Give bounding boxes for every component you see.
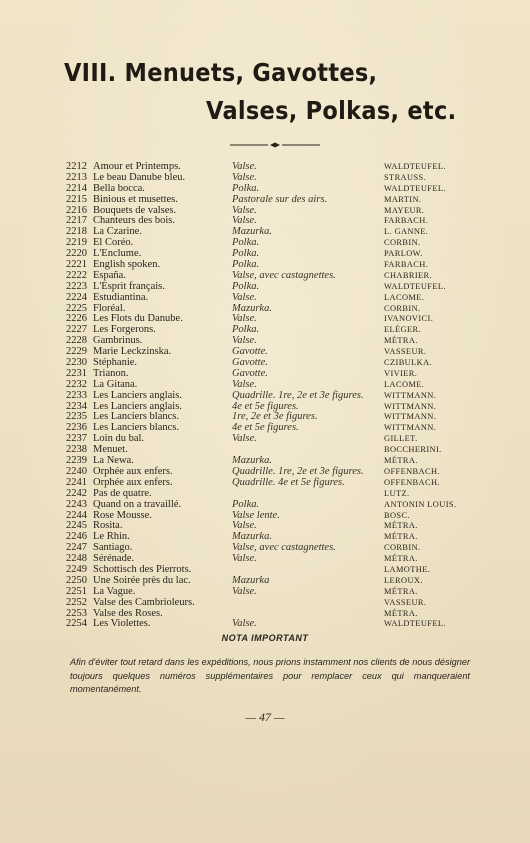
entry-title: La Newa. xyxy=(93,455,134,467)
entry-composer: MÉTRA. xyxy=(384,456,418,466)
entry-composer: OFFENBACH. xyxy=(384,477,440,487)
entry-number: 2244 xyxy=(66,509,87,521)
entry-composer: LUTZ. xyxy=(384,488,410,498)
entry-genre: Polka. xyxy=(232,259,260,271)
entry-genre: Valse. xyxy=(232,378,257,390)
entry-genre: Valse. xyxy=(232,618,257,630)
entry-composer: ELÉGER. xyxy=(384,325,421,335)
entry-genre: Mazurka. xyxy=(232,226,272,238)
entry-number: 2229 xyxy=(66,346,87,358)
entry-composer: MÉTRA. xyxy=(384,586,418,596)
entry-composer: LEROUX. xyxy=(384,575,423,585)
entry-composer: BOCCHERINI. xyxy=(384,445,442,455)
entry-number: 2235 xyxy=(66,411,87,423)
entry-number: 2253 xyxy=(66,607,87,619)
entry-title: Santiago. xyxy=(93,542,133,554)
title-ornament-divider xyxy=(230,141,320,149)
entry-number: 2225 xyxy=(66,302,87,314)
entry-title: Gambrinus. xyxy=(93,335,143,347)
entry-title: Trianon. xyxy=(93,367,129,379)
entry-title: Orphée aux enfers. xyxy=(93,476,173,488)
entry-composer: STRAUSS. xyxy=(384,172,427,182)
entry-number: 2237 xyxy=(66,433,87,445)
page-number: — 47 — xyxy=(245,710,285,724)
entry-number: 2247 xyxy=(66,542,87,554)
catalog-entry xyxy=(66,293,466,304)
entry-title: Rosita. xyxy=(93,520,123,532)
entry-genre: Valse, avec castagnettes. xyxy=(232,269,336,281)
catalog-entry xyxy=(66,511,466,522)
entry-number: 2241 xyxy=(66,476,87,488)
entry-genre: Valse. xyxy=(232,204,257,216)
section-title-line-1: VIII. Menuets, Gavottes, xyxy=(64,58,378,87)
entry-title: Les Lanciers blancs. xyxy=(93,422,180,434)
entry-title: English spoken. xyxy=(93,259,161,271)
entry-number: 2216 xyxy=(66,204,87,216)
entry-composer: CORBIN. xyxy=(384,303,421,313)
entry-genre: Mazurka xyxy=(232,574,270,586)
entry-number: 2246 xyxy=(66,531,87,543)
entry-composer: LACOME. xyxy=(384,379,425,389)
entry-title: Marie Leckzinska. xyxy=(93,346,172,358)
entry-title: Pas de quatre. xyxy=(93,487,152,499)
entry-number: 2222 xyxy=(66,269,87,281)
entry-genre: Valse. xyxy=(232,215,257,227)
entry-genre: Valse, avec castagnettes. xyxy=(232,542,336,554)
entry-genre: Valse. xyxy=(232,291,257,303)
entry-title: El Coréo. xyxy=(93,237,134,249)
entry-number: 2240 xyxy=(66,465,87,477)
entry-composer: MAYEUR. xyxy=(384,205,425,215)
entry-genre: Valse. xyxy=(232,161,257,172)
entry-genre: 4e et 5e figures. xyxy=(232,400,299,412)
entry-number: 2217 xyxy=(66,215,87,227)
entry-title: Les Flots du Danube. xyxy=(93,313,183,325)
entry-title: Quand on a travaillé. xyxy=(93,498,182,510)
entry-genre: Quadrille. 1re, 2e et 3e figures. xyxy=(232,465,364,477)
entry-composer: LAMOTHE. xyxy=(384,564,431,574)
entry-title: Rose Mousse. xyxy=(93,509,152,521)
section-title-line-2: Valses, Polkas, etc. xyxy=(206,96,457,125)
entry-number: 2228 xyxy=(66,335,87,347)
entry-composer: WITTMANN. xyxy=(384,390,437,400)
entry-title: Valse des Roses. xyxy=(93,607,163,619)
entry-genre: Valse. xyxy=(232,553,257,565)
entry-number: 2215 xyxy=(66,193,87,205)
entry-number: 2252 xyxy=(66,596,87,608)
entry-genre: Polka. xyxy=(232,248,260,260)
entry-composer: WITTMANN. xyxy=(384,423,437,433)
entry-number: 2226 xyxy=(66,313,87,325)
catalog-entry-list xyxy=(66,162,466,630)
entry-genre: Polka. xyxy=(232,237,260,249)
entry-title: La Vague. xyxy=(93,585,136,597)
entry-number: 2249 xyxy=(66,563,87,575)
entry-genre: Valse. xyxy=(232,313,257,325)
entry-number: 2218 xyxy=(66,226,87,238)
entry-number: 2230 xyxy=(66,357,87,369)
entry-title: Les Violettes. xyxy=(93,618,151,630)
entry-title: Valse des Cambrioleurs. xyxy=(93,596,195,608)
entry-genre: Mazurka. xyxy=(232,302,272,314)
entry-number: 2214 xyxy=(66,182,87,194)
entry-composer: PARLOW. xyxy=(384,249,423,259)
entry-composer: MARTIN. xyxy=(384,194,422,204)
entry-number: 2248 xyxy=(66,553,87,565)
entry-title: Chanteurs des bois. xyxy=(93,215,175,227)
entry-composer: MÉTRA. xyxy=(384,554,418,564)
entry-title: L'Enclume. xyxy=(93,248,142,260)
catalog-entry xyxy=(66,598,466,609)
entry-number: 2220 xyxy=(66,248,87,260)
catalog-entry xyxy=(66,195,466,206)
entry-composer: FARBACH. xyxy=(384,260,429,270)
entry-number: 2233 xyxy=(66,389,87,401)
entry-composer: CZIBULKA. xyxy=(384,358,433,368)
entry-number: 2239 xyxy=(66,455,87,467)
entry-composer: WALDTEUFEL. xyxy=(384,619,446,629)
entry-title: L'Esprit français. xyxy=(93,280,165,292)
entry-title: La Gitana. xyxy=(93,378,138,390)
entry-composer: VASSEUR. xyxy=(384,347,427,357)
entry-genre: Polka. xyxy=(232,280,260,292)
entry-title: Une Soirée près du lac. xyxy=(93,574,191,586)
entry-title: Orphée aux enfers. xyxy=(93,465,173,477)
entry-number: 2227 xyxy=(66,324,87,336)
entry-number: 2223 xyxy=(66,280,87,292)
entry-genre: Gavotte. xyxy=(232,346,268,358)
entry-composer: GILLET. xyxy=(384,434,418,444)
entry-number: 2236 xyxy=(66,422,87,434)
entry-number: 2224 xyxy=(66,291,87,303)
entry-composer: LACOME. xyxy=(384,292,425,302)
entry-title: La Czarine. xyxy=(93,226,142,238)
entry-composer: IVANOVICI. xyxy=(384,314,434,324)
entry-title: Les Lanciers blancs. xyxy=(93,411,180,423)
entry-genre: Quadrille. 4e et 5e figures. xyxy=(232,476,345,488)
entry-number: 2238 xyxy=(66,444,87,456)
entry-composer: CHABRIER. xyxy=(384,270,433,280)
entry-number: 2232 xyxy=(66,378,87,390)
entry-number: 2254 xyxy=(66,618,87,630)
entry-composer: VASSEUR. xyxy=(384,597,427,607)
entry-title: Amour et Printemps. xyxy=(93,161,181,172)
entry-composer: WITTMANN. xyxy=(384,412,437,422)
entry-number: 2242 xyxy=(66,487,87,499)
entry-title: Sérénade. xyxy=(93,553,135,565)
entry-title: España. xyxy=(93,269,126,281)
entry-number: 2243 xyxy=(66,498,87,510)
entry-composer: MÉTRA. xyxy=(384,336,418,346)
entry-genre: Polka. xyxy=(232,498,260,510)
entry-title: Menuet. xyxy=(93,444,128,456)
entry-number: 2212 xyxy=(66,161,87,172)
entry-title: Le beau Danube bleu. xyxy=(93,171,186,183)
entry-composer: WALDTEUFEL. xyxy=(384,183,446,193)
entry-genre: 1re, 2e et 3e figures. xyxy=(232,411,318,423)
entry-genre: Valse. xyxy=(232,335,257,347)
entry-genre: Polka. xyxy=(232,182,260,194)
entry-genre: Quadrille. 1re, 2e et 3e figures. xyxy=(232,389,364,401)
entry-number: 2231 xyxy=(66,367,87,379)
entry-genre: Gavotte. xyxy=(232,357,268,369)
entry-composer: VIVIER. xyxy=(384,368,418,378)
entry-genre: Mazurka. xyxy=(232,455,272,467)
entry-genre: Valse. xyxy=(232,585,257,597)
nota-text: Afin d'éviter tout retard dans les expéditions, nous prions instamment nos clients de nous désigner toujours quelques numéros supplémentaires pour remplacer ceux qui manqueraient momentanément. xyxy=(70,657,470,694)
entry-genre: Gavotte. xyxy=(232,367,268,379)
entry-composer: BOSC. xyxy=(384,510,410,520)
entry-title: Loin du bal. xyxy=(93,433,145,445)
entry-title: Floréal. xyxy=(93,302,126,314)
entry-genre: 4e et 5e figures. xyxy=(232,422,299,434)
entry-genre: Valse. xyxy=(232,433,257,445)
entry-number: 2251 xyxy=(66,585,87,597)
entry-genre: Pastorale sur des airs. xyxy=(232,193,328,205)
entry-number: 2245 xyxy=(66,520,87,532)
entry-title: Estudiantina. xyxy=(93,291,149,303)
entry-composer: ANTONIN LOUIS. xyxy=(384,499,457,509)
entry-title: Stéphanie. xyxy=(93,357,138,369)
catalog-entry xyxy=(66,619,466,630)
entry-composer: CORBIN. xyxy=(384,238,421,248)
catalog-entry xyxy=(66,587,466,598)
entry-title: Les Lanciers anglais. xyxy=(93,400,182,412)
entry-genre: Valse lente. xyxy=(232,509,280,521)
entry-number: 2221 xyxy=(66,259,87,271)
entry-title: Les Forgerons. xyxy=(93,324,156,336)
entry-composer: FARBACH. xyxy=(384,216,429,226)
entry-composer: MÉTRA. xyxy=(384,608,418,618)
entry-title: Binious et musettes. xyxy=(93,193,178,205)
entry-composer: WALDTEUFEL. xyxy=(384,162,446,171)
entry-composer: WALDTEUFEL. xyxy=(384,281,446,291)
entry-genre: Valse. xyxy=(232,171,257,183)
entry-title: Le Rhin. xyxy=(93,531,130,543)
catalog-entry xyxy=(66,500,466,511)
catalog-entry xyxy=(66,391,466,402)
entry-title: Schottisch des Pierrots. xyxy=(93,563,192,575)
entry-composer: L. GANNE. xyxy=(384,227,429,237)
entry-genre: Polka. xyxy=(232,324,260,336)
entry-title: Les Lanciers anglais. xyxy=(93,389,182,401)
entry-composer: MÉTRA. xyxy=(384,521,418,531)
entry-composer: MÉTRA. xyxy=(384,532,418,542)
entry-number: 2234 xyxy=(66,400,87,412)
entry-composer: OFFENBACH. xyxy=(384,466,440,476)
entry-composer: CORBIN. xyxy=(384,543,421,553)
entry-genre: Mazurka. xyxy=(232,531,272,543)
entry-genre: Valse. xyxy=(232,520,257,532)
entry-title: Bella bocca. xyxy=(93,182,145,194)
entry-number: 2250 xyxy=(66,574,87,586)
catalog-entry xyxy=(66,489,466,500)
entry-composer: WITTMANN. xyxy=(384,401,437,411)
entry-number: 2219 xyxy=(66,237,87,249)
entry-title: Bouquets de valses. xyxy=(93,204,177,216)
entry-number: 2213 xyxy=(66,171,87,183)
nota-heading: NOTA IMPORTANT xyxy=(221,633,309,643)
